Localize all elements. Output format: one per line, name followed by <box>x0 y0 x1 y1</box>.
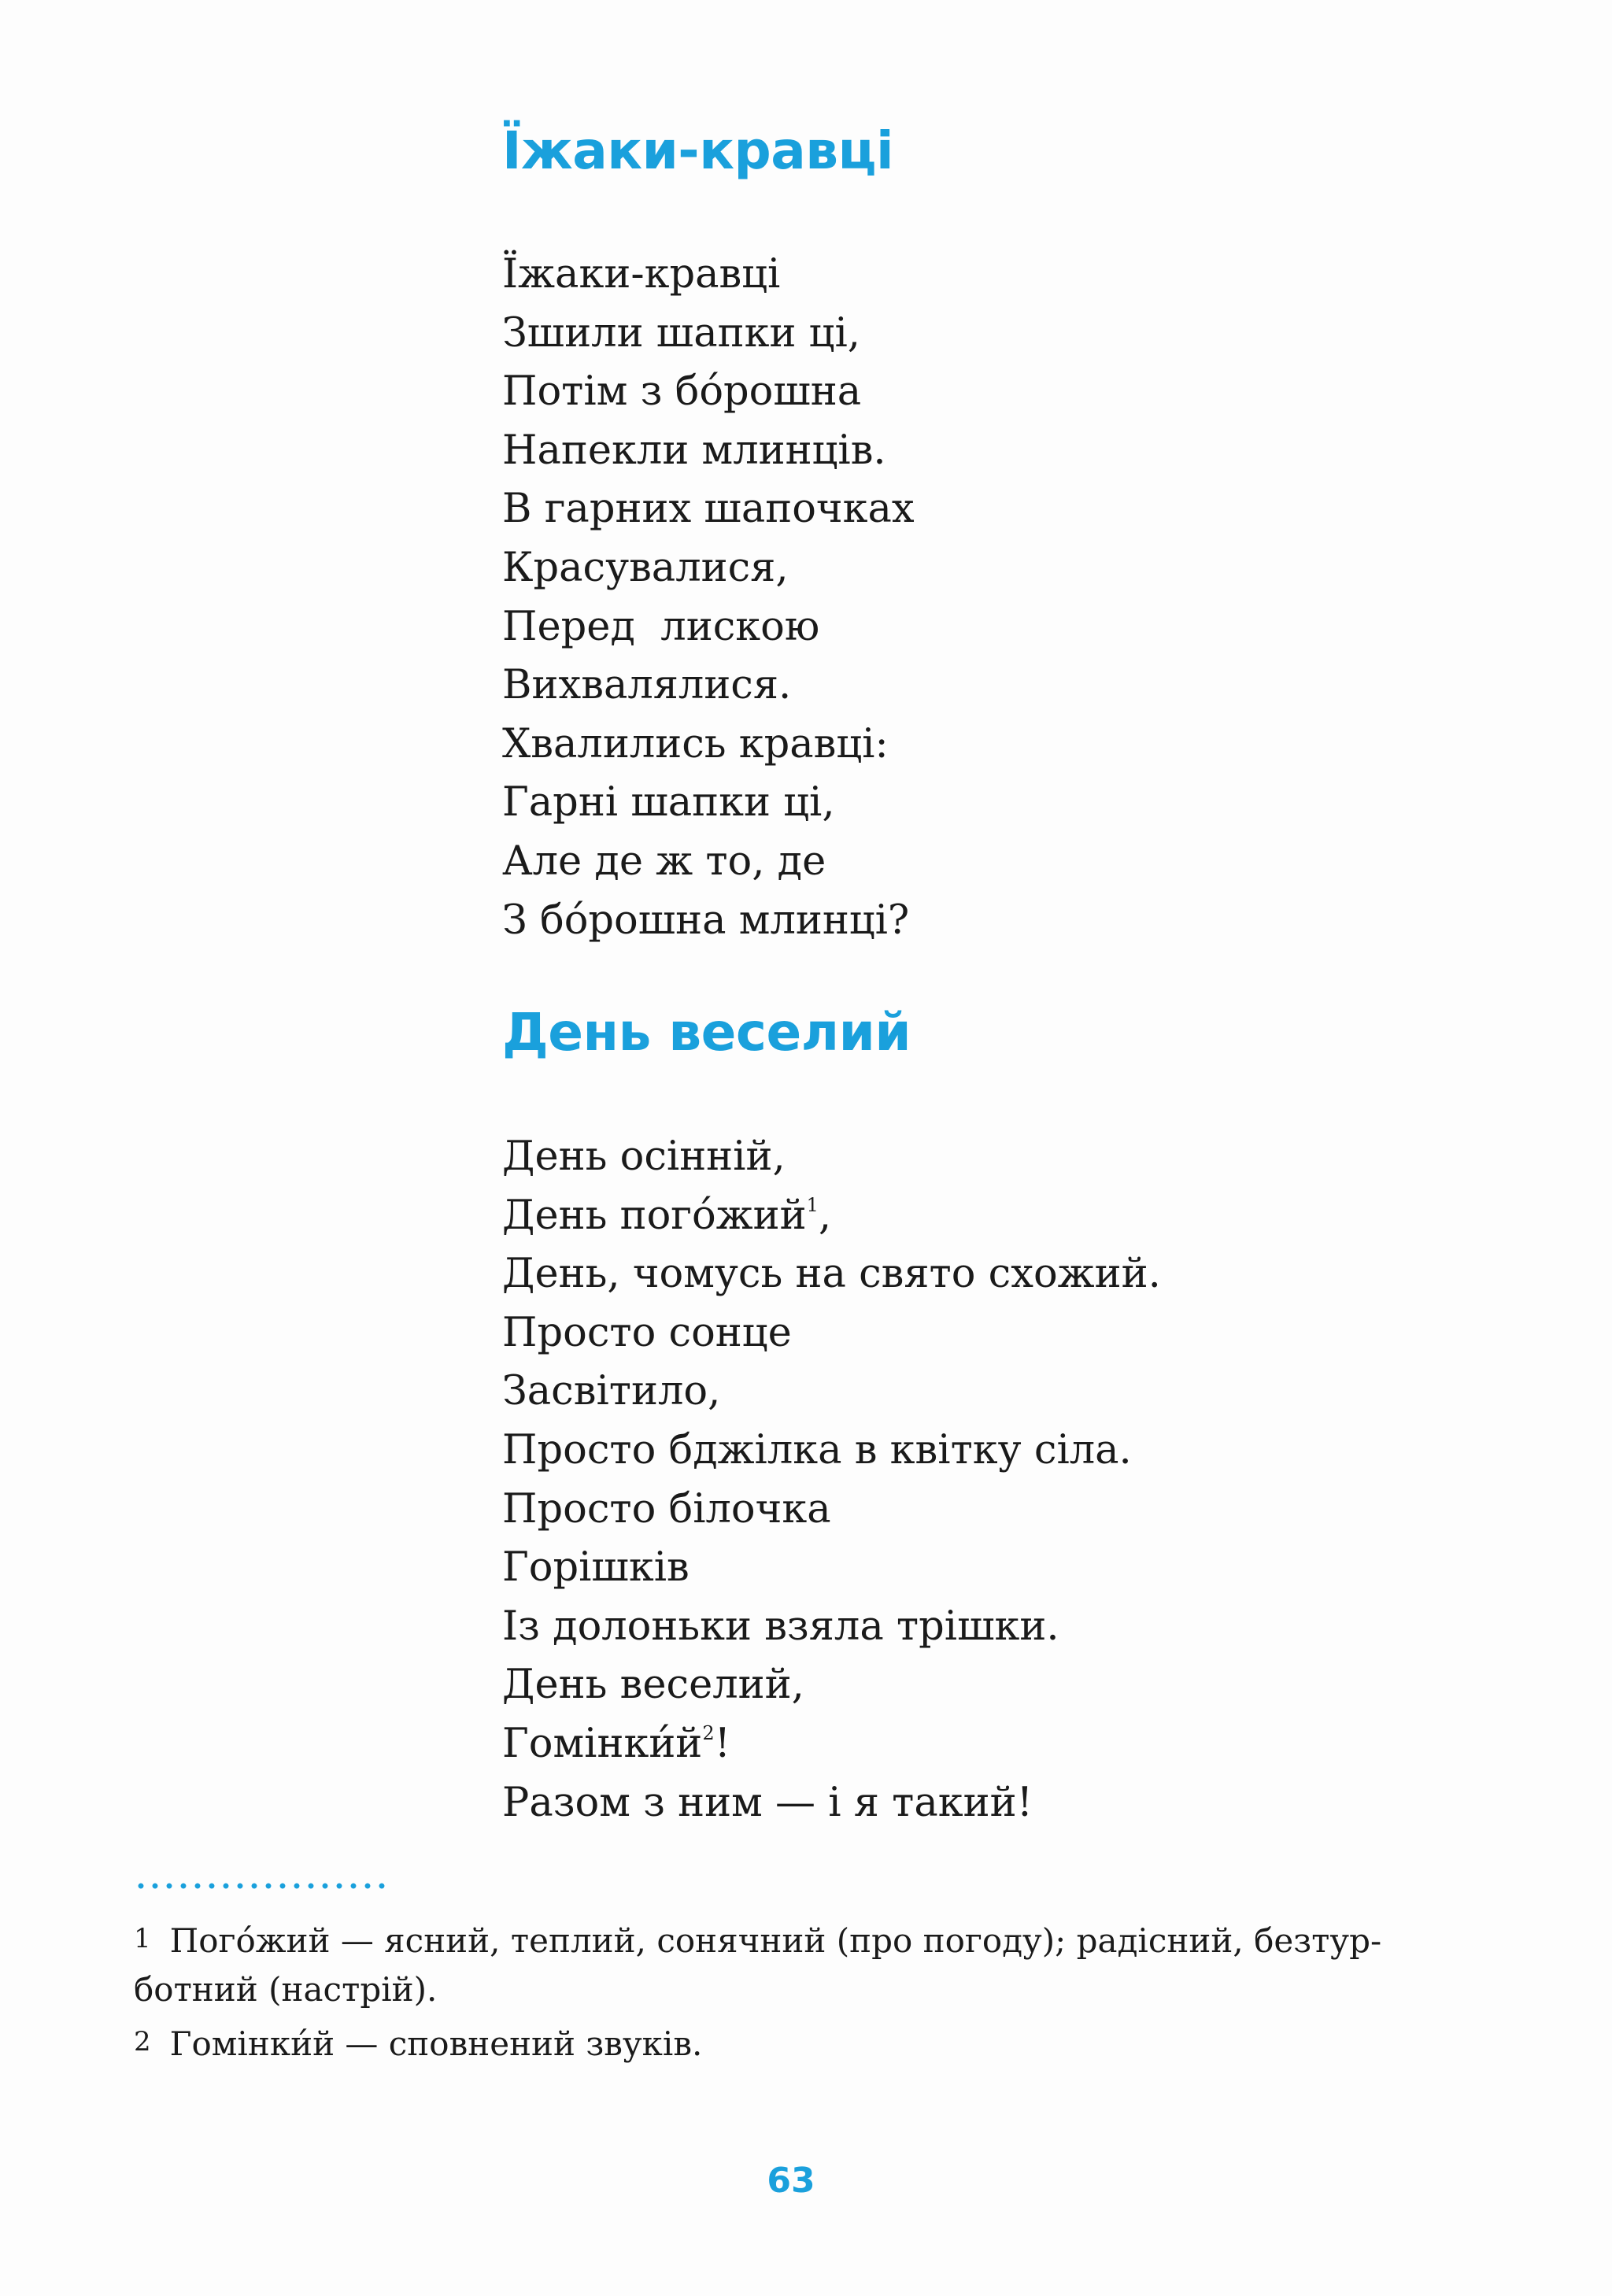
poem-line: Хвалились кравці: <box>502 720 889 767</box>
poem-line-text: День пого́жий <box>502 1192 807 1239</box>
poem-line: Красувалися, <box>502 544 789 591</box>
poem-line-text: Гомінки́й <box>502 1720 703 1767</box>
footnote-2 <box>134 2017 1456 2069</box>
footnote-text: Гомінки́й — сповнений звуків. <box>169 2024 703 2063</box>
poem-line-with-footnote <box>502 1715 1161 1774</box>
poem-title-merry-day: День веселий <box>502 1002 911 1063</box>
footnotes <box>134 1914 1456 2072</box>
poem-line: Перед лискою <box>502 603 820 650</box>
poem-line: З бо́рошна млинці? <box>502 897 910 944</box>
poem-line: Просто бджілка в квітку сіла. <box>502 1426 1132 1473</box>
poem-line: Горішків <box>502 1544 690 1592</box>
poem-line: День, чомусь на свято схожий. <box>502 1251 1161 1298</box>
poem-line: Їжаки-кравці <box>502 251 781 298</box>
footnote-number: 1 <box>134 1923 151 1954</box>
poem-line: Потім з бо́рошна <box>502 368 862 416</box>
poem-line: День веселий, <box>502 1662 804 1709</box>
poem-line: Разом з ним — і я такий! <box>502 1779 1033 1826</box>
poem-line: День осінній, <box>502 1133 786 1180</box>
poem-hedgehogs-text <box>502 246 915 950</box>
footnote-ref-1: 1 <box>806 1193 819 1216</box>
poem-line-with-footnote <box>502 1187 1161 1246</box>
poem-line: В гарних шапочках <box>502 486 915 533</box>
poem-title-hedgehogs: Їжаки-кравці <box>502 120 894 181</box>
footnote-1 <box>134 1914 1456 2014</box>
poem-line: Гарні шапки ці, <box>502 779 835 826</box>
poem-line: Засвітило, <box>502 1368 721 1415</box>
poem-line: Вихвалялися. <box>502 662 792 709</box>
footnote-text: Пого́жий — ясний, теплий, сонячний (про погоду); радісний, безтур-ботний (настрій). <box>134 1921 1382 2009</box>
poem-line: Просто білочка <box>502 1485 831 1533</box>
footnote-number: 2 <box>134 2026 151 2058</box>
footnote-ref-2: 2 <box>702 1721 715 1744</box>
poem-line: Але де ж то, де <box>502 837 826 885</box>
page-number: 63 <box>767 2161 815 2201</box>
poem-line-punct: , <box>818 1192 832 1239</box>
poem-line-punct: ! <box>714 1720 731 1767</box>
poem-line: Із долоньки взяла трішки. <box>502 1603 1059 1650</box>
poem-line: Просто сонце <box>502 1309 792 1356</box>
footnote-separator <box>134 1881 386 1891</box>
poem-line: Зшили шапки ці, <box>502 309 860 357</box>
poem-line: Напекли млинців. <box>502 427 886 474</box>
poem-merry-day-text <box>502 1128 1161 1832</box>
